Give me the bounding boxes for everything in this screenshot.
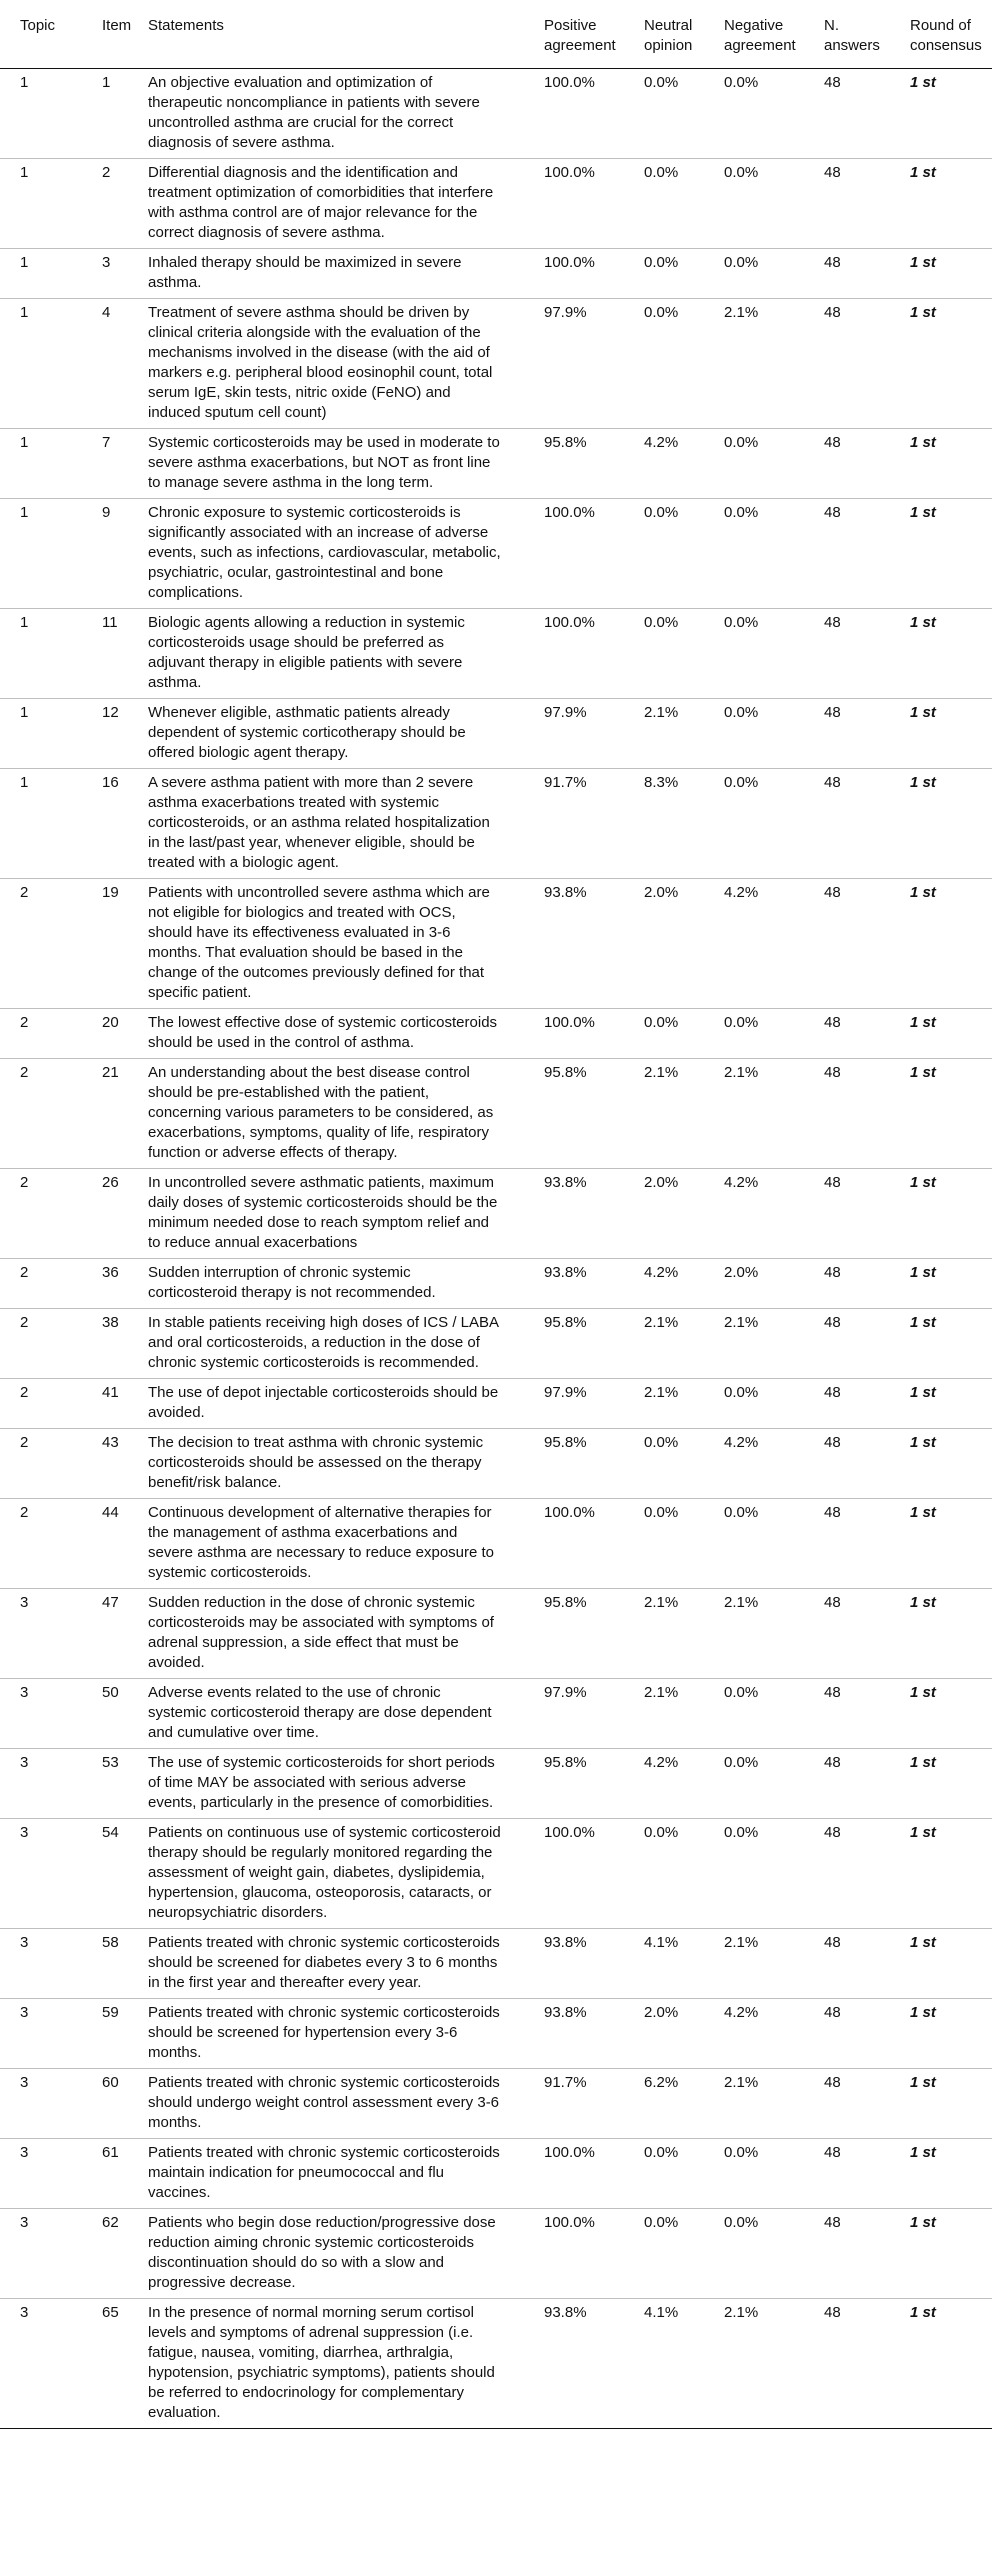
- cell-round-of-consensus: 1 st: [910, 434, 936, 451]
- cell-statement: In uncontrolled severe asthmatic patients, maximum daily doses of systemic corticosteroids should be the minimum needed dose to reach symptom relief and to reduce annual exacerbations: [148, 1174, 498, 1251]
- cell-neutral-opinion: 0.0%: [644, 254, 679, 271]
- table-row: [0, 299, 992, 429]
- cell-negative-agreement: 0.0%: [724, 704, 759, 721]
- cell-item: 38: [102, 1314, 119, 1331]
- cell-positive-agreement: 100.0%: [544, 254, 595, 271]
- cell-negative-agreement: 0.0%: [724, 614, 759, 631]
- cell-positive-agreement: 100.0%: [544, 1824, 595, 1841]
- cell-positive-agreement: 95.8%: [544, 1594, 587, 1611]
- cell-topic: 1: [20, 614, 29, 631]
- cell-n-answers: 48: [824, 1504, 841, 1521]
- cell-item: 60: [102, 2074, 119, 2091]
- cell-negative-agreement: 4.2%: [724, 1174, 759, 1191]
- cell-item: 65: [102, 2304, 119, 2321]
- cell-n-answers: 48: [824, 1684, 841, 1701]
- cell-n-answers: 48: [824, 774, 841, 791]
- header-round-of-consensus: Round of consensus: [890, 0, 992, 69]
- table-row: [0, 699, 992, 769]
- cell-neutral-opinion: 0.0%: [644, 614, 679, 631]
- cell-item: 2: [102, 164, 111, 181]
- table-row: [0, 609, 992, 699]
- cell-topic: 1: [20, 504, 29, 521]
- cell-round-of-consensus: 1 st: [910, 164, 936, 181]
- cell-round-of-consensus: 1 st: [910, 1754, 936, 1771]
- cell-n-answers: 48: [824, 1754, 841, 1771]
- cell-statement: Patients treated with chronic systemic corticosteroids should be screened for hypertension every 3-6 months.: [148, 2004, 500, 2061]
- cell-n-answers: 48: [824, 434, 841, 451]
- cell-statement: Whenever eligible, asthmatic patients already dependent of systemic corticotherapy should be offered biologic agent therapy.: [148, 704, 466, 761]
- cell-item: 61: [102, 2144, 119, 2161]
- cell-topic: 2: [20, 1504, 29, 1521]
- cell-neutral-opinion: 0.0%: [644, 304, 679, 321]
- cell-topic: 3: [20, 2214, 29, 2231]
- cell-round-of-consensus: 1 st: [910, 1064, 936, 1081]
- table-header: [0, 0, 992, 69]
- cell-positive-agreement: 100.0%: [544, 74, 595, 91]
- cell-statement: Patients who begin dose reduction/progressive dose reduction aiming chronic systemic corticosteroids discontinuation should do so with a slow and progressive decrease.: [148, 2214, 496, 2291]
- cell-statement: An understanding about the best disease control should be pre-established with the patient, concerning various parameters to be considered, as exacerbations, symptoms, quality of life, respiratory function or adverse effects of therapy.: [148, 1064, 494, 1161]
- cell-topic: 3: [20, 1754, 29, 1771]
- cell-negative-agreement: 0.0%: [724, 164, 759, 181]
- cell-n-answers: 48: [824, 164, 841, 181]
- cell-negative-agreement: 0.0%: [724, 1754, 759, 1771]
- cell-round-of-consensus: 1 st: [910, 1014, 936, 1031]
- table-row: [0, 1379, 992, 1429]
- cell-neutral-opinion: 4.2%: [644, 434, 679, 451]
- cell-round-of-consensus: 1 st: [910, 2144, 936, 2161]
- cell-negative-agreement: 0.0%: [724, 774, 759, 791]
- cell-round-of-consensus: 1 st: [910, 2074, 936, 2091]
- cell-topic: 2: [20, 1384, 29, 1401]
- cell-statement: In the presence of normal morning serum cortisol levels and symptoms of adrenal suppression (i.e. fatigue, nausea, vomiting, diarrhea, arthralgia, hypotension, psychiatric symptoms), patients should be referred to endocrinology for complementary evaluation.: [148, 2304, 495, 2421]
- cell-positive-agreement: 93.8%: [544, 1174, 587, 1191]
- cell-neutral-opinion: 2.1%: [644, 1684, 679, 1701]
- cell-topic: 3: [20, 1824, 29, 1841]
- cell-round-of-consensus: 1 st: [910, 774, 936, 791]
- table-row: [0, 249, 992, 299]
- cell-statement: Continuous development of alternative therapies for the management of asthma exacerbations and severe asthma are necessary to reduce exposure to systemic corticosteroids.: [148, 1504, 495, 1581]
- cell-neutral-opinion: 0.0%: [644, 1504, 679, 1521]
- cell-item: 62: [102, 2214, 119, 2231]
- table-row: [0, 499, 992, 609]
- cell-statement: Patients with uncontrolled severe asthma which are not eligible for biologics and treated with OCS, should have its effectiveness evaluated in 3-6 months. That evaluation should be based in the change of the outcomes previously defined for that specific patient.: [148, 884, 490, 1001]
- cell-neutral-opinion: 0.0%: [644, 1434, 679, 1451]
- cell-topic: 1: [20, 774, 29, 791]
- cell-statement: Sudden interruption of chronic systemic corticosteroid therapy is not recommended.: [148, 1264, 436, 1301]
- cell-neutral-opinion: 0.0%: [644, 2214, 679, 2231]
- cell-neutral-opinion: 0.0%: [644, 504, 679, 521]
- cell-positive-agreement: 97.9%: [544, 304, 587, 321]
- cell-negative-agreement: 2.1%: [724, 1594, 759, 1611]
- cell-negative-agreement: 2.0%: [724, 1264, 759, 1281]
- cell-item: 50: [102, 1684, 119, 1701]
- cell-positive-agreement: 100.0%: [544, 614, 595, 631]
- cell-neutral-opinion: 4.1%: [644, 2304, 679, 2321]
- cell-negative-agreement: 2.1%: [724, 1314, 759, 1331]
- table-row: [0, 1929, 992, 1999]
- cell-statement: Biologic agents allowing a reduction in systemic corticosteroids usage should be preferred as adjuvant therapy in eligible patients with severe asthma.: [148, 614, 465, 691]
- cell-item: 53: [102, 1754, 119, 1771]
- cell-positive-agreement: 100.0%: [544, 2214, 595, 2231]
- cell-positive-agreement: 91.7%: [544, 774, 587, 791]
- cell-round-of-consensus: 1 st: [910, 1174, 936, 1191]
- cell-positive-agreement: 97.9%: [544, 1684, 587, 1701]
- cell-round-of-consensus: 1 st: [910, 1384, 936, 1401]
- cell-positive-agreement: 100.0%: [544, 2144, 595, 2161]
- cell-round-of-consensus: 1 st: [910, 1434, 936, 1451]
- table-row: [0, 2069, 992, 2139]
- cell-positive-agreement: 93.8%: [544, 2004, 587, 2021]
- table-row: [0, 1749, 992, 1819]
- cell-statement: Chronic exposure to systemic corticosteroids is significantly associated with an increase of adverse events, such as infections, cardiovascular, metabolic, psychiatric, ocular, gastrointestinal and bone complications.: [148, 504, 501, 601]
- cell-positive-agreement: 91.7%: [544, 2074, 587, 2091]
- cell-item: 9: [102, 504, 111, 521]
- header-neutral-opinion: Neutral opinion: [624, 0, 704, 69]
- cell-n-answers: 48: [824, 1314, 841, 1331]
- cell-n-answers: 48: [824, 304, 841, 321]
- cell-item: 47: [102, 1594, 119, 1611]
- cell-statement: Treatment of severe asthma should be driven by clinical criteria alongside with the evaluation of the mechanisms involved in the disease (with the aid of markers e.g. peripheral blood eosinophil count, total serum IgE, skin tests, nitric oxide (FeNO) and induced sputum cell count): [148, 304, 493, 421]
- cell-round-of-consensus: 1 st: [910, 1504, 936, 1521]
- cell-item: 19: [102, 884, 119, 901]
- cell-topic: 1: [20, 254, 29, 271]
- cell-round-of-consensus: 1 st: [910, 2004, 936, 2021]
- cell-positive-agreement: 100.0%: [544, 1014, 595, 1031]
- cell-item: 12: [102, 704, 119, 721]
- cell-item: 11: [102, 614, 118, 631]
- table-body: [0, 69, 992, 2429]
- cell-round-of-consensus: 1 st: [910, 504, 936, 521]
- cell-round-of-consensus: 1 st: [910, 304, 936, 321]
- cell-item: 41: [102, 1384, 119, 1401]
- cell-neutral-opinion: 8.3%: [644, 774, 679, 791]
- cell-neutral-opinion: 0.0%: [644, 74, 679, 91]
- cell-topic: 3: [20, 2304, 29, 2321]
- cell-n-answers: 48: [824, 504, 841, 521]
- cell-neutral-opinion: 6.2%: [644, 2074, 679, 2091]
- table-row: [0, 1429, 992, 1499]
- cell-n-answers: 48: [824, 614, 841, 631]
- cell-round-of-consensus: 1 st: [910, 1824, 936, 1841]
- cell-neutral-opinion: 0.0%: [644, 1824, 679, 1841]
- cell-n-answers: 48: [824, 2214, 841, 2231]
- cell-negative-agreement: 0.0%: [724, 2214, 759, 2231]
- cell-topic: 2: [20, 1064, 29, 1081]
- cell-n-answers: 48: [824, 74, 841, 91]
- table-row: [0, 1589, 992, 1679]
- cell-n-answers: 48: [824, 2144, 841, 2161]
- cell-n-answers: 48: [824, 1264, 841, 1281]
- cell-statement: A severe asthma patient with more than 2 severe asthma exacerbations treated with systemic corticosteroids, or an asthma related hospitalization in the last/past year, whenever eligible, should be treated with a biologic agent.: [148, 774, 490, 871]
- cell-item: 16: [102, 774, 119, 791]
- cell-negative-agreement: 2.1%: [724, 2304, 759, 2321]
- cell-round-of-consensus: 1 st: [910, 1934, 936, 1951]
- cell-statement: Patients treated with chronic systemic corticosteroids should be screened for diabetes every 3 to 6 months in the first year and thereafter every year.: [148, 1934, 500, 1991]
- cell-n-answers: 48: [824, 1384, 841, 1401]
- cell-neutral-opinion: 2.0%: [644, 2004, 679, 2021]
- cell-positive-agreement: 97.9%: [544, 704, 587, 721]
- cell-item: 26: [102, 1174, 119, 1191]
- cell-item: 44: [102, 1504, 119, 1521]
- cell-positive-agreement: 100.0%: [544, 504, 595, 521]
- cell-n-answers: 48: [824, 1014, 841, 1031]
- cell-topic: 2: [20, 1264, 29, 1281]
- cell-negative-agreement: 0.0%: [724, 1684, 759, 1701]
- cell-neutral-opinion: 2.0%: [644, 1174, 679, 1191]
- table-row: [0, 2139, 992, 2209]
- header-item: Item: [82, 0, 144, 69]
- cell-negative-agreement: 2.1%: [724, 1934, 759, 1951]
- cell-topic: 3: [20, 2004, 29, 2021]
- cell-positive-agreement: 95.8%: [544, 1434, 587, 1451]
- cell-item: 1: [102, 74, 111, 91]
- cell-neutral-opinion: 4.2%: [644, 1754, 679, 1771]
- table-row: [0, 1059, 992, 1169]
- cell-negative-agreement: 2.1%: [724, 304, 759, 321]
- cell-item: 43: [102, 1434, 119, 1451]
- cell-topic: 2: [20, 1014, 29, 1031]
- header-row: [0, 0, 992, 69]
- cell-neutral-opinion: 4.1%: [644, 1934, 679, 1951]
- cell-statement: Differential diagnosis and the identification and treatment optimization of comorbidities that interfere with asthma control are of major relevance for the correct diagnosis of severe asthma.: [148, 164, 494, 241]
- cell-statement: In stable patients receiving high doses of ICS / LABA and oral corticosteroids, a reduction in the dose of chronic systemic corticosteroids is recommended.: [148, 1314, 499, 1371]
- cell-round-of-consensus: 1 st: [910, 74, 936, 91]
- cell-positive-agreement: 95.8%: [544, 1754, 587, 1771]
- cell-negative-agreement: 4.2%: [724, 2004, 759, 2021]
- header-topic: Topic: [0, 0, 82, 69]
- table-row: [0, 69, 992, 159]
- cell-statement: Patients treated with chronic systemic corticosteroids maintain indication for pneumococcal and flu vaccines.: [148, 2144, 500, 2201]
- cell-topic: 1: [20, 164, 29, 181]
- table-row: [0, 1499, 992, 1589]
- cell-topic: 3: [20, 2144, 29, 2161]
- cell-negative-agreement: 0.0%: [724, 74, 759, 91]
- cell-positive-agreement: 93.8%: [544, 1934, 587, 1951]
- cell-neutral-opinion: 0.0%: [644, 1014, 679, 1031]
- cell-statement: Sudden reduction in the dose of chronic systemic corticosteroids may be associated with symptoms of adrenal suppression, a side effect that must be avoided.: [148, 1594, 494, 1671]
- cell-positive-agreement: 95.8%: [544, 1064, 587, 1081]
- table-row: [0, 1259, 992, 1309]
- cell-positive-agreement: 100.0%: [544, 1504, 595, 1521]
- cell-n-answers: 48: [824, 704, 841, 721]
- cell-positive-agreement: 100.0%: [544, 164, 595, 181]
- cell-negative-agreement: 0.0%: [724, 1384, 759, 1401]
- cell-round-of-consensus: 1 st: [910, 2304, 936, 2321]
- header-statements: Statements: [144, 0, 524, 69]
- cell-topic: 1: [20, 704, 29, 721]
- cell-negative-agreement: 0.0%: [724, 254, 759, 271]
- cell-neutral-opinion: 2.1%: [644, 1314, 679, 1331]
- cell-round-of-consensus: 1 st: [910, 884, 936, 901]
- cell-n-answers: 48: [824, 1594, 841, 1611]
- cell-statement: Patients treated with chronic systemic corticosteroids should undergo weight control assessment every 3-6 months.: [148, 2074, 500, 2131]
- cell-positive-agreement: 93.8%: [544, 2304, 587, 2321]
- cell-statement: The use of systemic corticosteroids for short periods of time MAY be associated with serious adverse events, particularly in the presence of comorbidities.: [148, 1754, 495, 1811]
- cell-n-answers: 48: [824, 2074, 841, 2091]
- cell-n-answers: 48: [824, 884, 841, 901]
- cell-topic: 2: [20, 884, 29, 901]
- cell-n-answers: 48: [824, 1174, 841, 1191]
- cell-positive-agreement: 93.8%: [544, 1264, 587, 1281]
- cell-neutral-opinion: 2.1%: [644, 704, 679, 721]
- cell-negative-agreement: 4.2%: [724, 884, 759, 901]
- cell-item: 58: [102, 1934, 119, 1951]
- cell-negative-agreement: 0.0%: [724, 2144, 759, 2161]
- cell-round-of-consensus: 1 st: [910, 1264, 936, 1281]
- cell-topic: 1: [20, 74, 29, 91]
- cell-negative-agreement: 0.0%: [724, 434, 759, 451]
- cell-topic: 3: [20, 1934, 29, 1951]
- cell-topic: 3: [20, 1684, 29, 1701]
- cell-statement: Systemic corticosteroids may be used in moderate to severe asthma exacerbations, but NOT as front line to manage severe asthma in the long term.: [148, 434, 500, 491]
- cell-topic: 3: [20, 1594, 29, 1611]
- table-row: [0, 429, 992, 499]
- cell-statement: The use of depot injectable corticosteroids should be avoided.: [148, 1384, 499, 1421]
- header-negative-agreement: Negative agreement: [704, 0, 804, 69]
- cell-item: 20: [102, 1014, 119, 1031]
- cell-positive-agreement: 97.9%: [544, 1384, 587, 1401]
- cell-negative-agreement: 4.2%: [724, 1434, 759, 1451]
- cell-round-of-consensus: 1 st: [910, 1594, 936, 1611]
- cell-n-answers: 48: [824, 1934, 841, 1951]
- cell-neutral-opinion: 2.1%: [644, 1594, 679, 1611]
- table-row: [0, 1169, 992, 1259]
- cell-round-of-consensus: 1 st: [910, 2214, 936, 2231]
- cell-statement: Patients on continuous use of systemic corticosteroid therapy should be regularly monitored regarding the assessment of weight gain, diabetes, dyslipidemia, hypertension, glaucoma, osteoporosis, cataracts, or neuropsychiatric disorders.: [148, 1824, 501, 1921]
- cell-n-answers: 48: [824, 254, 841, 271]
- cell-topic: 1: [20, 304, 29, 321]
- cell-statement: The lowest effective dose of systemic corticosteroids should be used in the control of asthma.: [148, 1014, 498, 1051]
- cell-statement: Adverse events related to the use of chronic systemic corticosteroid therapy are dose dependent and cumulative over time.: [148, 1684, 492, 1741]
- table-row: [0, 159, 992, 249]
- cell-negative-agreement: 0.0%: [724, 504, 759, 521]
- cell-topic: 3: [20, 2074, 29, 2091]
- cell-statement: Inhaled therapy should be maximized in severe asthma.: [148, 254, 462, 291]
- cell-neutral-opinion: 2.0%: [644, 884, 679, 901]
- cell-topic: 2: [20, 1434, 29, 1451]
- cell-item: 54: [102, 1824, 119, 1841]
- table-row: [0, 2299, 992, 2429]
- cell-neutral-opinion: 0.0%: [644, 164, 679, 181]
- table-row: [0, 1999, 992, 2069]
- table-row: [0, 879, 992, 1009]
- table-row: [0, 1309, 992, 1379]
- cell-n-answers: 48: [824, 2004, 841, 2021]
- cell-neutral-opinion: 0.0%: [644, 2144, 679, 2161]
- cell-round-of-consensus: 1 st: [910, 1314, 936, 1331]
- cell-statement: An objective evaluation and optimization of therapeutic noncompliance in patients with severe uncontrolled asthma are crucial for the correct diagnosis of severe asthma.: [148, 74, 480, 151]
- cell-round-of-consensus: 1 st: [910, 1684, 936, 1701]
- cell-item: 36: [102, 1264, 119, 1281]
- cell-topic: 2: [20, 1174, 29, 1191]
- cell-neutral-opinion: 4.2%: [644, 1264, 679, 1281]
- cell-negative-agreement: 0.0%: [724, 1014, 759, 1031]
- header-n-answers: N. answers: [804, 0, 890, 69]
- cell-round-of-consensus: 1 st: [910, 704, 936, 721]
- cell-n-answers: 48: [824, 1064, 841, 1081]
- table-row: [0, 2209, 992, 2299]
- cell-topic: 2: [20, 1314, 29, 1331]
- cell-item: 3: [102, 254, 111, 271]
- cell-n-answers: 48: [824, 1434, 841, 1451]
- cell-round-of-consensus: 1 st: [910, 254, 936, 271]
- cell-negative-agreement: 0.0%: [724, 1824, 759, 1841]
- table-row: [0, 769, 992, 879]
- table-row: [0, 1819, 992, 1929]
- cell-neutral-opinion: 2.1%: [644, 1064, 679, 1081]
- cell-positive-agreement: 93.8%: [544, 884, 587, 901]
- cell-n-answers: 48: [824, 2304, 841, 2321]
- cell-round-of-consensus: 1 st: [910, 614, 936, 631]
- cell-item: 21: [102, 1064, 119, 1081]
- cell-negative-agreement: 2.1%: [724, 1064, 759, 1081]
- cell-positive-agreement: 95.8%: [544, 434, 587, 451]
- cell-statement: The decision to treat asthma with chronic systemic corticosteroids should be assessed on the therapy benefit/risk balance.: [148, 1434, 484, 1491]
- cell-negative-agreement: 0.0%: [724, 1504, 759, 1521]
- table-row: [0, 1679, 992, 1749]
- cell-item: 7: [102, 434, 111, 451]
- cell-positive-agreement: 95.8%: [544, 1314, 587, 1331]
- cell-n-answers: 48: [824, 1824, 841, 1841]
- cell-neutral-opinion: 2.1%: [644, 1384, 679, 1401]
- table-row: [0, 1009, 992, 1059]
- cell-negative-agreement: 2.1%: [724, 2074, 759, 2091]
- cell-item: 4: [102, 304, 111, 321]
- cell-topic: 1: [20, 434, 29, 451]
- cell-item: 59: [102, 2004, 119, 2021]
- header-positive-agreement: Positive agreement: [524, 0, 624, 69]
